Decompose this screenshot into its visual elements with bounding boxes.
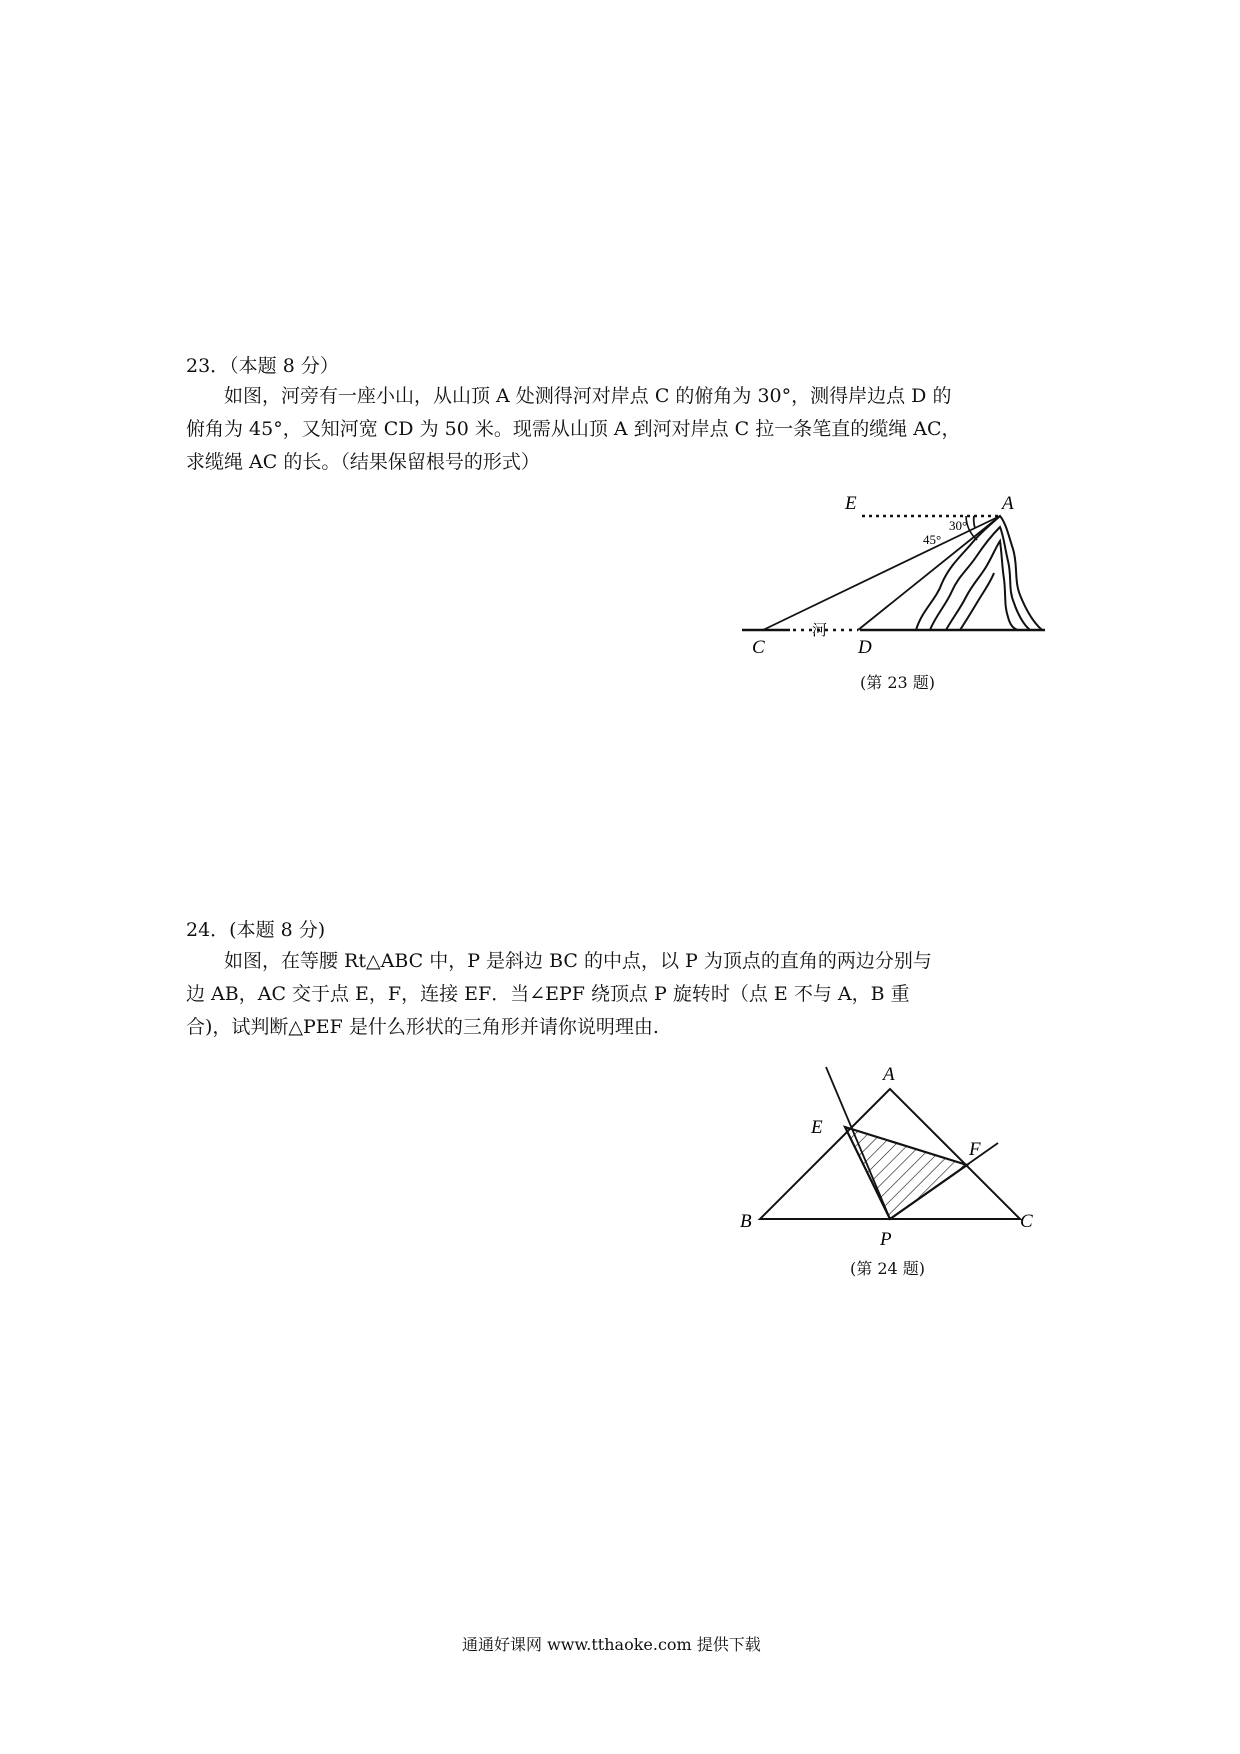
q23-angle-45: 45° <box>923 532 942 547</box>
q24-text <box>186 945 932 1044</box>
q23-line-2: 俯角为 45°，又知河宽 CD 为 50 米。现需从山顶 A 到河对岸点 C 拉一条笔直的缆绳 AC， <box>186 418 961 440</box>
q24-caption: (第 24 题) <box>850 1259 926 1278</box>
q23-label-C: C <box>752 637 765 658</box>
footer-source: 通通好课网 www.tthaoke.com 提供下载 <box>462 1635 761 1654</box>
q23-line-3: 求缆绳 AC 的长。（结果保留根号的形式） <box>186 451 540 473</box>
q23-angle-30: 30° <box>949 518 968 533</box>
q24-line-3: 合)，试判断△PEF 是什么形状的三角形并请你说明理由. <box>186 1016 659 1038</box>
q23-figure <box>730 485 1060 665</box>
q23-caption: (第 23 题) <box>860 673 936 692</box>
q24-label-F: F <box>969 1139 981 1160</box>
q23-label-E: E <box>845 493 857 514</box>
q23-label-river: 河 <box>812 623 828 639</box>
q24-label-B: B <box>740 1211 752 1232</box>
q23-arc-30 <box>974 516 975 528</box>
q24-label-E: E <box>811 1117 823 1138</box>
q24-label-P: P <box>880 1229 892 1250</box>
q24-number: 24．(本题 8 分) <box>186 919 326 941</box>
q23-label-D: D <box>858 637 872 658</box>
q23-text <box>186 380 961 479</box>
q23-label-A: A <box>1002 493 1014 514</box>
q23-number: 23．（本题 8 分） <box>186 355 339 377</box>
q24-label-A: A <box>883 1064 895 1085</box>
q24-triangle-PEF <box>845 1127 967 1219</box>
q23-line-1: 如图，河旁有一座小山，从山顶 A 处测得河对岸点 C 的俯角为 30°，测得岸边点 D 的 <box>224 385 952 407</box>
q24-line-2: 边 AB，AC 交于点 E，F，连接 EF．当∠EPF 绕顶点 P 旋转时（点 E 不与 A，B 重 <box>186 983 910 1005</box>
q24-figure <box>730 1055 1060 1255</box>
q24-line-1: 如图，在等腰 Rt△ABC 中，P 是斜边 BC 的中点，以 P 为顶点的直角的两边分别与 <box>224 950 932 972</box>
q24-label-C: C <box>1020 1211 1033 1232</box>
